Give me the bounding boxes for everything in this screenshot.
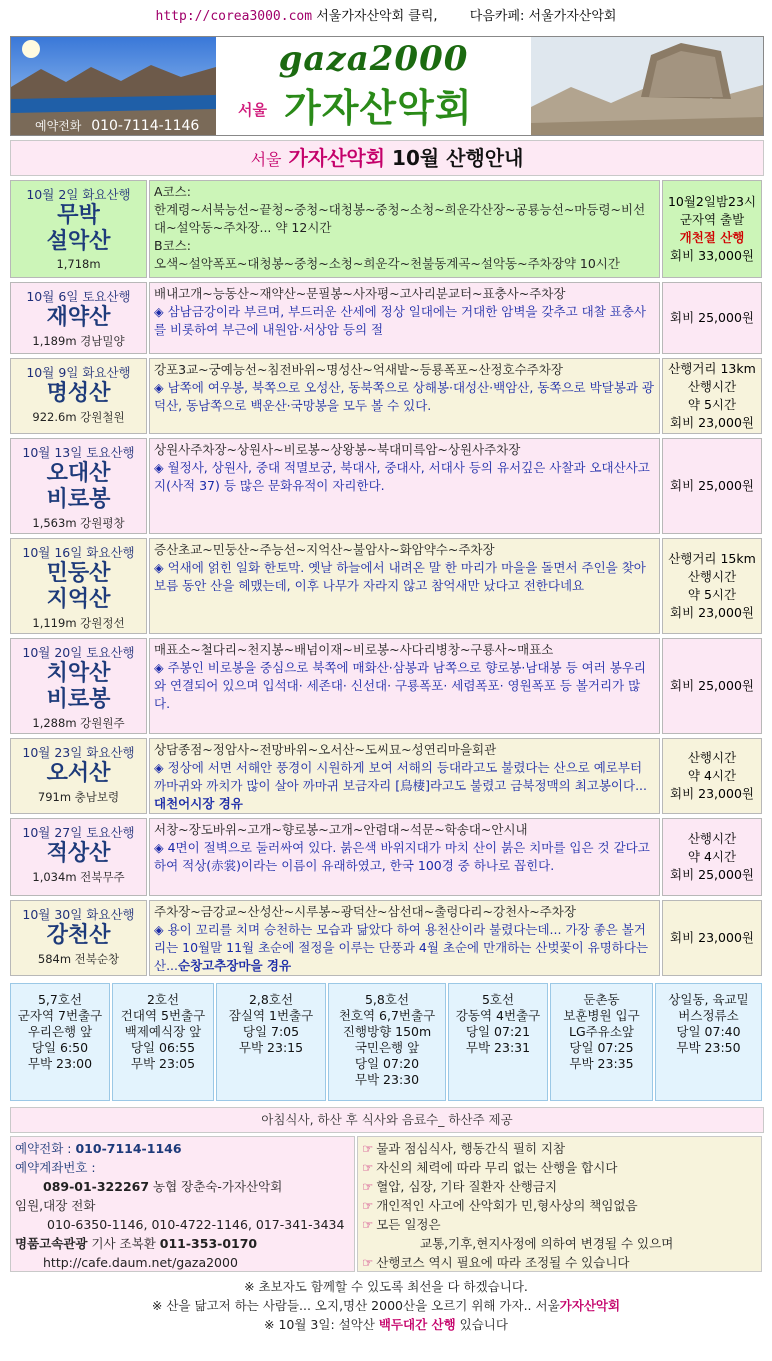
pickup-line: 진행방향 150m: [342, 1024, 432, 1039]
top-links: [0, 0, 772, 34]
trip-special-badge: 개천절 산행: [679, 230, 745, 245]
rule-item: ☞ 개인적인 사고에 산악회가 민,형사상의 책임없음: [362, 1198, 638, 1213]
bus-company: 명품고속관광: [15, 1236, 88, 1251]
title-month: 10월 산행안내: [392, 146, 524, 170]
rule-item: ☞ 모든 일정은: [362, 1217, 441, 1232]
pointing-hand-icon: ☞: [362, 1217, 374, 1232]
course-route: 강포3교~궁예능선~침전바위~명성산~억새밭~등룡폭포~산정호수주차장: [154, 362, 563, 377]
trip-info-line: 산행시간: [687, 831, 737, 846]
banner-club-name: 가자산악회: [284, 86, 473, 130]
banner-phone: [35, 117, 199, 134]
pickup-line: 보훈병원 입구: [563, 1008, 640, 1023]
trip-row: [10, 358, 762, 434]
trip-date: 10월 6일 토요산행: [26, 289, 131, 304]
driver: 기사 조복환: [91, 1236, 156, 1251]
brand-logo: gaza2000: [278, 39, 469, 79]
pickup-line: 무박 23:15: [238, 1040, 304, 1055]
pickup-line: 무박 23:00: [27, 1056, 93, 1071]
mountain-name: 무박: [57, 203, 100, 228]
pickup-line: 군자역 7번출구: [17, 1008, 103, 1023]
pointing-hand-icon: ☞: [362, 1160, 374, 1175]
trip-mountain-cell: [10, 358, 147, 434]
trip-info-line: 산행시간: [687, 569, 737, 584]
trip-mountain-cell: [10, 818, 147, 896]
course-route: 상원사주차장~상원사~비로봉~상왕봉~북대미륵암~상원사주차장: [154, 442, 521, 457]
homepage-link[interactable]: http://corea3000.com: [155, 9, 313, 24]
staff-phones: 010-6350-1146, 010-4722-1146, 017-341-3434: [47, 1217, 345, 1232]
pickup-line: 5,8호선: [364, 992, 410, 1007]
pickup-location: [448, 983, 548, 1101]
pickup-line: LG주유소앞: [569, 1024, 634, 1039]
mountain-name: 비로봉: [46, 487, 111, 512]
trip-course-cell: [149, 638, 660, 734]
trip-mountain-cell: [10, 738, 147, 814]
trip-info-cell: [662, 282, 762, 354]
trip-fee: 회비 25,000원: [670, 867, 754, 882]
banner-phone-label: 예약전화: [35, 119, 82, 133]
trip-info-line: 약 5시간: [687, 587, 737, 602]
pickup-line: 당일 07:20: [354, 1056, 420, 1071]
pickup-location: [10, 983, 110, 1101]
mountain-altitude: 1,718m: [56, 257, 101, 271]
course-description: ◈ 정상에 서면 서해안 풍경이 시원하게 보여 서해의 등대라고도 불렸다는 산으로 예로부터 까마귀와 까치가 많이 살아 까마귀 보금자리 [鳥棲]라고도 불렸고 금북정맥의 최고봉이다...대천어시장 경유: [154, 760, 647, 811]
pointing-hand-icon: ☞: [362, 1198, 374, 1213]
course-route: 서창~장도바위~고개~향로봉~고개~안렴대~석문~학송대~안시내: [154, 822, 528, 837]
pointing-hand-icon: ☞: [362, 1179, 374, 1194]
mountain-name: 설악산: [46, 229, 111, 254]
pickup-line: 당일 6:50: [31, 1040, 89, 1055]
trip-fee: 회비 25,000원: [670, 478, 754, 493]
mountain-altitude: 584m 전북순창: [37, 952, 120, 966]
trip-mountain-cell: [10, 900, 147, 976]
pickup-line: 우리은행 앞: [27, 1024, 93, 1039]
pickup-line: 5,7호선: [37, 992, 83, 1007]
trip-row: [10, 900, 762, 976]
pickup-line: 버스정류소: [678, 1008, 739, 1023]
account-bank: 농협 장춘숙-가자산악회: [153, 1179, 283, 1194]
mountain-name: 강천산: [46, 923, 111, 948]
trip-row: [10, 538, 762, 634]
pickup-line: 5호선: [481, 992, 515, 1007]
trip-row: [10, 438, 762, 534]
banner-phone-number: 010-7114-1146: [91, 118, 200, 134]
title-seoul: 서울: [250, 150, 282, 169]
pickup-line: 2,8호선: [248, 992, 294, 1007]
mountain-name: 치악산: [46, 661, 111, 686]
trip-info-line: 10월2일밤23시: [667, 194, 757, 209]
course-route: A코스:: [154, 184, 191, 199]
trip-mountain-cell: [10, 538, 147, 634]
pickup-line: 천호역 6,7번출구: [338, 1008, 436, 1023]
trip-mountain-cell: [10, 282, 147, 354]
pickup-location: [112, 983, 214, 1101]
rule-item: ☞ 물과 점심식사, 행동간식 필히 지참: [362, 1141, 566, 1156]
trip-course-cell: [149, 818, 660, 896]
trip-info-cell: [662, 358, 762, 434]
trip-fee: 회비 23,000원: [670, 605, 754, 620]
course-route: 주차장~금강교~산성산~시루봉~광덕산~삼선대~출렁다리~강천사~주차장: [154, 904, 576, 919]
course-route: 오색~설악폭포~대청봉~중청~소청~희운각~천불동계곡~설악동~주차장약 10시간: [154, 256, 620, 271]
mountain-name: 명성산: [46, 381, 111, 406]
trip-date: 10월 2일 화요산행: [26, 187, 131, 202]
trip-info-line: 약 4시간: [687, 849, 737, 864]
mountain-name: 재약산: [46, 305, 111, 330]
course-route: 배내고개~능동산~재약산~문필봉~사자평~고사리분교터~표충사~주차장: [154, 286, 566, 301]
trip-date: 10월 27일 토요산행: [22, 825, 135, 840]
trip-info-cell: [662, 180, 762, 278]
trip-fee: 회비 33,000원: [670, 248, 754, 263]
banner: [10, 36, 764, 136]
rule-item: ☞ 산행코스 역시 필요에 따라 조정될 수 있습니다: [362, 1255, 630, 1270]
rule-item: ☞ 자신의 체력에 따라 무리 없는 산행을 합시다: [362, 1160, 618, 1175]
pickup-location: [550, 983, 653, 1101]
mountain-name: 오서산: [46, 761, 111, 786]
account-label: 예약계좌번호 :: [15, 1160, 96, 1175]
info-section: [10, 1136, 762, 1272]
pickup-location: [328, 983, 446, 1101]
trip-course-cell: [149, 358, 660, 434]
staff-label: 임원,대장 전화: [15, 1198, 96, 1213]
pointing-hand-icon: ☞: [362, 1255, 374, 1270]
footer-notes: [10, 1277, 762, 1334]
pickup-line: 강동역 4번출구: [455, 1008, 541, 1023]
reservation-phone[interactable]: 010-7114-1146: [75, 1141, 182, 1156]
mountain-altitude: 1,034m 전북무주: [32, 870, 125, 884]
course-route: 한계령~서북능선~끝청~중청~대청봉~중청~소청~희운각산장~공룡능선~마등령~비선대~설악동~주차장... 약 12시간: [154, 202, 646, 235]
trip-info-cell: [662, 900, 762, 976]
trip-info-line: 산행시간: [687, 379, 737, 394]
trip-fee: 회비 23,000원: [670, 786, 754, 801]
trip-row: [10, 282, 762, 354]
account-number: 089-01-322267: [43, 1179, 150, 1194]
pickup-location: [216, 983, 326, 1101]
trip-info-cell: [662, 438, 762, 534]
banner-logo: [216, 37, 531, 135]
trip-mountain-cell: [10, 638, 147, 734]
pickup-line: 무박 23:35: [569, 1056, 634, 1071]
trip-info-line: 산행거리 13km: [668, 361, 756, 376]
course-route: 매표소~철다리~천지봉~배넘이재~비로봉~사다리병창~구룡사~매표소: [154, 642, 554, 657]
banner-seoul: 서울: [238, 101, 267, 119]
pickup-line: 무박 23:05: [130, 1056, 196, 1071]
page-title: [10, 140, 764, 176]
mountain-name: 오대산: [46, 461, 111, 486]
trip-course-cell: [149, 180, 660, 278]
course-route: B코스:: [154, 238, 191, 253]
pointing-hand-icon: ☞: [362, 1141, 374, 1156]
trip-info-line: 군자역 출발: [679, 212, 745, 227]
trip-date: 10월 20일 토요산행: [22, 645, 135, 660]
trip-course-cell: [149, 538, 660, 634]
trip-info-line: 약 5시간: [687, 397, 737, 412]
mountain-altitude: 1,563m 강원평창: [32, 516, 125, 530]
cafe-link[interactable]: 다음카페: 서울가자산악회: [469, 9, 617, 24]
trip-fee: 회비 23,000원: [670, 930, 754, 945]
mountain-altitude: 1,288m 강원원주: [32, 716, 125, 730]
trip-info-cell: [662, 818, 762, 896]
course-description: ◈ 남쪽에 여우봉, 북쪽으로 오성산, 동북쪽으로 상해봉·대성산·백암산, 동쪽으로 박달봉과 광덕산, 동남쪽으로 백운산·국망봉을 모두 볼 수 있다.: [154, 380, 654, 413]
trip-info-cell: [662, 738, 762, 814]
trip-row: [10, 818, 762, 896]
rules-box: [357, 1136, 762, 1272]
pickup-locations: [10, 983, 762, 1101]
course-description: ◈ 월정사, 상원사, 중대 적멸보궁, 북대사, 중대사, 서대사 등의 유서깊은 사찰과 오대산사고지(사적 37) 등 많은 문화유적이 자리한다.: [154, 460, 650, 493]
trip-date: 10월 9일 화요산행: [26, 365, 131, 380]
trip-date: 10월 13일 토요산행: [22, 445, 135, 460]
pickup-line: 무박 23:31: [465, 1040, 531, 1055]
pickup-line: 백제예식장 앞: [124, 1024, 202, 1039]
trip-mountain-cell: [10, 438, 147, 534]
trip-info-line: 약 4시간: [687, 768, 737, 783]
pickup-line: 당일 07:21: [465, 1024, 531, 1039]
mountain-name: 민둥산: [46, 561, 111, 586]
contact-box: [10, 1136, 355, 1272]
cafe-url[interactable]: http://cafe.daum.net/gaza2000: [43, 1255, 238, 1270]
footer-line-3: ※ 10월 3일: 설악산 백두대간 산행 있습니다: [264, 1317, 508, 1332]
club-link[interactable]: 서울가자산악회 클릭,: [316, 9, 438, 24]
pickup-line: 2호선: [146, 992, 180, 1007]
course-description: ◈ 억새에 얽힌 일화 한토막. 옛날 하늘에서 내려온 말 한 마리가 마을을 돌면서 주인을 찾아 보름 동안 산을 헤맸는데, 이후 나무가 자라지 않고 참억새만 났다고 전한다네요: [154, 560, 646, 593]
trip-fee: 회비 23,000원: [670, 415, 754, 430]
trip-info-cell: [662, 638, 762, 734]
course-description: ◈ 용이 꼬리를 치며 승천하는 모습과 닮았다 하여 용천산이라 불렸다는데... 가장 좋은 볼거리는 10월말 11월 초순에 절정을 이루는 단풍과 4월 초순에 만개하는 산벚꽃이 유명하다는 산...순창고추장마을 경유: [154, 922, 649, 973]
driver-phone: 011-353-0170: [159, 1236, 258, 1251]
rule-item: 교통,기후,현지사정에 의하여 변경될 수 있으며: [420, 1236, 674, 1251]
trip-row: [10, 638, 762, 734]
trip-info-cell: [662, 538, 762, 634]
pickup-line: 국민은행 앞: [354, 1040, 420, 1055]
footer-line-1: ※ 초보자도 함께할 수 있도록 최선을 다 하겠습니다.: [244, 1279, 528, 1294]
pickup-line: 당일 06:55: [130, 1040, 196, 1055]
trip-info-line: 산행거리 15km: [668, 551, 756, 566]
mountain-altitude: 1,119m 강원정선: [32, 616, 125, 630]
mountain-name: 적상산: [46, 841, 111, 866]
trip-info-line: 산행시간: [687, 750, 737, 765]
pickup-line: 잠실역 1번출구: [228, 1008, 314, 1023]
mountain-name: 지억산: [46, 587, 111, 612]
footer-line-2: ※ 산을 닮고저 하는 사람들... 오지,명산 2000산을 오르기 위해 가자.. 서울가자산악회: [151, 1298, 621, 1313]
trip-row: [10, 738, 762, 814]
course-description: ◈ 삼남금강이라 부르며, 부드러운 산세에 정상 일대에는 거대한 암벽을 갖추고 대찰 표충사를 비롯하여 부근에 내원암·서상암 등의 절: [154, 304, 646, 337]
mountain-altitude: 922.6m 강원철원: [32, 410, 125, 424]
trip-fee: 회비 25,000원: [670, 678, 754, 693]
trip-course-cell: [149, 438, 660, 534]
pickup-line: 당일 07:25: [569, 1040, 634, 1055]
trip-date: 10월 30일 화요산행: [22, 907, 135, 922]
trip-course-cell: [149, 900, 660, 976]
pickup-line: 상일동, 육교밑: [668, 992, 749, 1007]
trip-course-cell: [149, 282, 660, 354]
trip-mountain-cell: [10, 180, 147, 278]
trip-date: 10월 16일 화요산행: [22, 545, 135, 560]
pickup-line: 둔촌동: [583, 992, 620, 1007]
pickup-line: 무박 23:50: [676, 1040, 741, 1055]
rule-item: ☞ 혈압, 심장, 기타 질환자 산행금지: [362, 1179, 558, 1194]
pickup-location: [655, 983, 762, 1101]
mountain-altitude: 1,189m 경남밀양: [32, 334, 125, 348]
stone-fortress-photo: [531, 37, 763, 135]
title-club: 가자산악회: [288, 146, 386, 170]
pickup-line: 당일 07:40: [676, 1024, 741, 1039]
mountain-altitude: 791m 충남보령: [37, 790, 120, 804]
pickup-line: 당일 7:05: [242, 1024, 300, 1039]
mountain-name: 비로봉: [46, 687, 111, 712]
meal-notice: 아침식사, 하산 후 식사와 음료수_ 하산주 제공: [10, 1107, 764, 1133]
pickup-line: 무박 23:30: [354, 1072, 420, 1087]
phone-label: 예약전화 :: [15, 1141, 72, 1156]
trip-fee: 회비 25,000원: [670, 310, 754, 325]
course-route: 증산초교~민둥산~주능선~지억산~불암사~화암약수~주차장: [154, 542, 495, 557]
course-route: 상담종점~정암사~전망바위~오서산~도씨묘~성연리마을회관: [154, 742, 497, 757]
trip-course-cell: [149, 738, 660, 814]
trip-row: [10, 180, 762, 278]
pickup-line: 건대역 5번출구: [120, 1008, 206, 1023]
course-description: ◈ 4면이 절벽으로 둘러싸여 있다. 붉은색 바위지대가 마치 산이 붉은 치마를 입은 것 같다고 하여 적상(赤裳)이라는 이름이 유래하였고, 한국 100경 중 하나로 꼽힌다.: [154, 840, 650, 873]
course-description: ◈ 주봉인 비로봉을 중심으로 북쪽에 매화산·삼봉과 남쪽으로 향로봉·남대봉 등 여러 봉우리와 연결되어 있으며 입석대· 세존대· 신선대· 구룡폭포· 세렴폭포· 영원폭포 등 볼거리가 많다.: [154, 660, 646, 711]
trip-date: 10월 23일 화요산행: [22, 745, 135, 760]
